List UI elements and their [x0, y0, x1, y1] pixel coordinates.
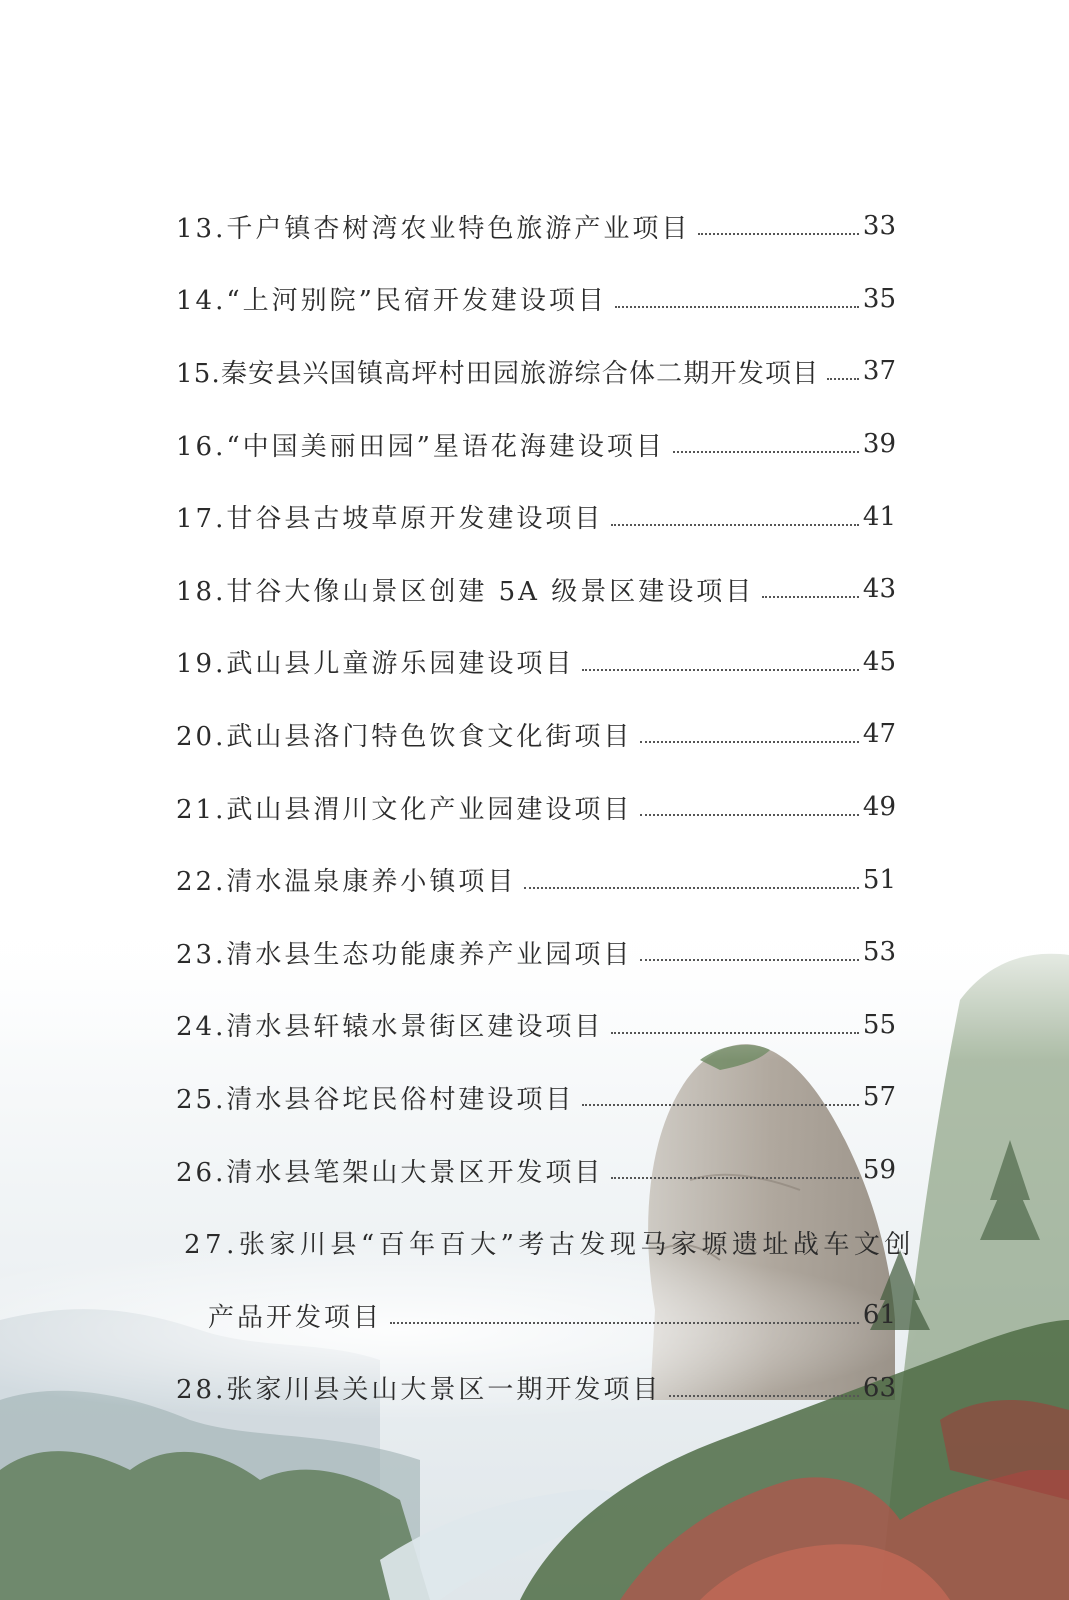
- toc-entry-page: 63: [862, 1372, 896, 1403]
- toc-entry-title: 26.清水县笔架山大景区开发项目: [176, 1157, 604, 1188]
- toc-entry-page: 51: [862, 864, 896, 895]
- toc-entry-24[interactable]: [176, 989, 896, 1062]
- toc-entry-25[interactable]: [176, 1061, 896, 1134]
- dot-leader: [827, 352, 859, 380]
- toc-entry-page: 39: [862, 429, 896, 460]
- toc-entry-20[interactable]: [176, 698, 896, 771]
- toc-entry-page: 33: [862, 211, 896, 242]
- toc-entry-15[interactable]: [176, 335, 896, 408]
- dot-leader: [582, 1078, 859, 1106]
- dot-leader: [673, 425, 859, 453]
- toc-entry-page: 45: [862, 646, 896, 677]
- toc-entry-title: 16.“中国美丽田园”星语花海建设项目: [176, 431, 665, 462]
- dot-leader: [390, 1296, 859, 1324]
- dot-leader: [615, 280, 859, 308]
- dot-leader: [640, 933, 859, 961]
- dot-leader: [669, 1369, 859, 1397]
- toc-entry-title: 14.“上河别院”民宿开发建设项目: [176, 286, 607, 317]
- toc-entry-title: 22.清水温泉康养小镇项目: [176, 867, 517, 898]
- toc-entry-19[interactable]: [176, 626, 896, 699]
- toc-entry-title: 13.千户镇杏树湾农业特色旅游产业项目: [176, 213, 691, 244]
- toc-entry-page: 53: [862, 937, 896, 968]
- toc-entry-title: 25.清水县谷坨民俗村建设项目: [176, 1084, 575, 1115]
- toc-entry-26[interactable]: [176, 1134, 896, 1207]
- table-of-contents: [176, 190, 915, 1424]
- toc-entry-title: 21.武山县渭川文化产业园建设项目: [176, 794, 633, 825]
- toc-entry-page: 59: [862, 1155, 896, 1186]
- toc-entry-23[interactable]: [176, 916, 896, 989]
- toc-entry-page: 35: [862, 283, 896, 314]
- toc-entry-title: 18.甘谷大像山景区创建 5A 级景区建设项目: [176, 576, 755, 607]
- toc-entry-title-continued: 产品开发项目: [208, 1302, 383, 1333]
- dot-leader: [698, 207, 859, 235]
- toc-entry-title: 24.清水县轩辕水景街区建设项目: [176, 1012, 604, 1043]
- toc-entry-page: 43: [862, 574, 896, 605]
- toc-entry-page: 55: [862, 1009, 896, 1040]
- toc-entry-22[interactable]: [176, 843, 896, 916]
- toc-entry-page: 49: [862, 792, 896, 823]
- toc-entry-27-line2[interactable]: [176, 1279, 896, 1352]
- toc-entry-title: 28.张家川县关山大景区一期开发项目: [176, 1375, 662, 1406]
- toc-entry-27-line1[interactable]: [176, 1206, 915, 1279]
- toc-entry-17[interactable]: [176, 480, 896, 553]
- toc-entry-21[interactable]: [176, 771, 896, 844]
- dot-leader: [611, 1006, 859, 1034]
- toc-entry-title: 15.秦安县兴国镇高坪村田园旅游综合体二期开发项目: [176, 358, 820, 389]
- toc-entry-page: 37: [862, 356, 896, 387]
- toc-entry-page: 61: [862, 1300, 896, 1331]
- toc-entry-title: 23.清水县生态功能康养产业园项目: [176, 939, 633, 970]
- toc-entry-title: 19.武山县儿童游乐园建设项目: [176, 649, 575, 680]
- toc-entry-16[interactable]: [176, 408, 896, 481]
- toc-entry-18[interactable]: [176, 553, 896, 626]
- toc-entry-page: 41: [862, 501, 896, 532]
- toc-entry-28[interactable]: [176, 1352, 896, 1425]
- dot-leader: [762, 570, 859, 598]
- toc-entry-14[interactable]: [176, 263, 896, 336]
- dot-leader: [640, 715, 859, 743]
- dot-leader: [611, 1151, 859, 1179]
- dot-leader: [524, 861, 859, 889]
- dot-leader: [640, 788, 859, 816]
- dot-leader: [611, 498, 859, 526]
- toc-entry-13[interactable]: [176, 190, 896, 263]
- toc-entry-title: 17.甘谷县古坡草原开发建设项目: [176, 504, 604, 535]
- dot-leader: [582, 643, 859, 671]
- toc-entry-title: 27.张家川县“百年百大”考古发现马家塬遗址战车文创: [184, 1230, 915, 1261]
- toc-entry-page: 47: [862, 719, 896, 750]
- toc-entry-title: 20.武山县洛门特色饮食文化街项目: [176, 721, 633, 752]
- toc-entry-page: 57: [862, 1082, 896, 1113]
